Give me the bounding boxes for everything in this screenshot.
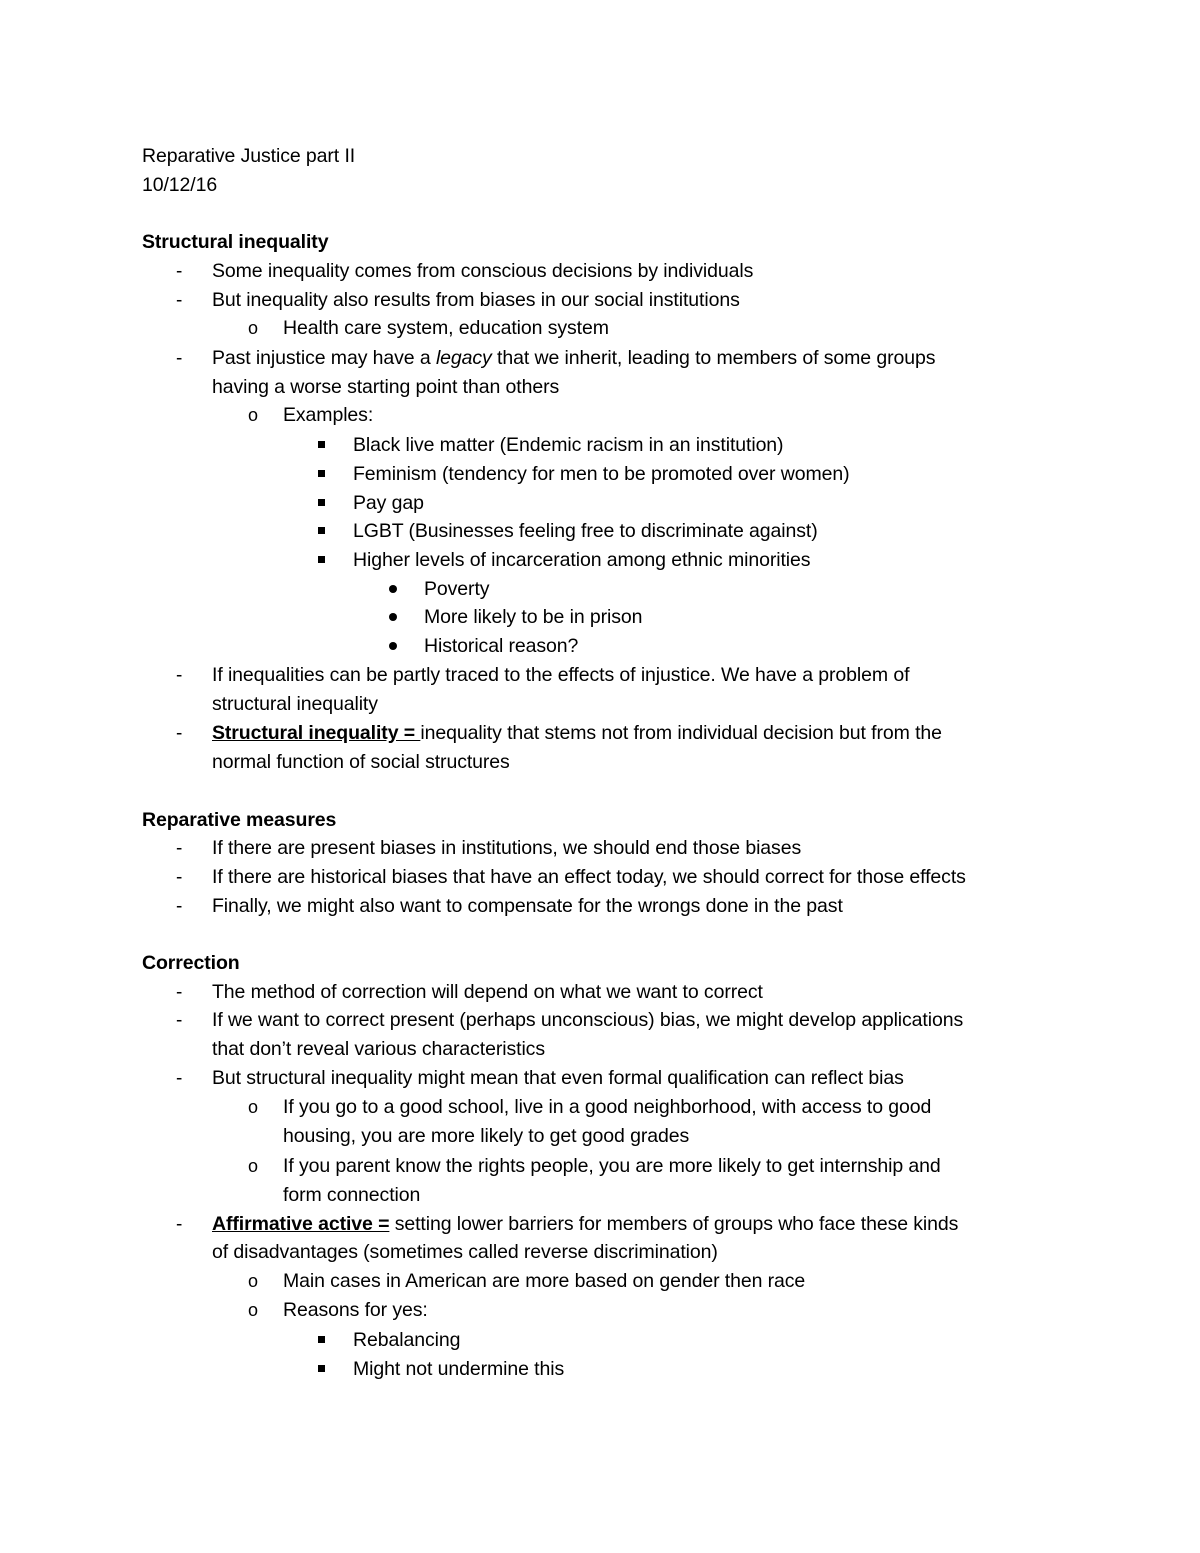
example-item: Pay gap xyxy=(353,492,424,514)
square-bullet-icon xyxy=(318,499,325,506)
sub-list-item: Main cases in American are more based on gender then race xyxy=(283,1270,806,1292)
sub-example-item: More likely to be in prison xyxy=(424,606,643,628)
list-item: If we want to correct present (perhaps unconscious) bias, we might develop applications xyxy=(212,1009,964,1031)
list-item: But structural inequality might mean that even formal qualification can reflect bias xyxy=(212,1067,904,1089)
sub-list-item: Health care system, education system xyxy=(283,317,609,339)
definition-term: Affirmative active = xyxy=(212,1213,390,1235)
round-bullet-icon xyxy=(389,613,397,621)
list-item-continuation: structural inequality xyxy=(212,693,378,715)
example-item: LGBT (Businesses feeling free to discriminate against) xyxy=(353,520,818,542)
definition-text: inequality that stems not from individual decision but from the xyxy=(420,722,942,744)
dash-marker: - xyxy=(176,867,183,888)
list-item-text: that we inherit, leading to members of some groups xyxy=(491,347,936,369)
dash-marker: - xyxy=(176,982,183,1003)
sub-list-item: If you go to a good school, live in a good neighborhood, with access to good xyxy=(283,1096,932,1118)
list-item-continuation: of disadvantages (sometimes called reverse discrimination) xyxy=(212,1241,718,1263)
definition-text: setting lower barriers for members of groups who face these kinds xyxy=(389,1213,959,1235)
square-bullet-icon xyxy=(318,527,325,534)
definition-item xyxy=(212,719,942,748)
dash-marker: - xyxy=(176,665,183,686)
document-title: Reparative Justice part II xyxy=(142,145,356,167)
list-item: But inequality also results from biases in our social institutions xyxy=(212,289,740,311)
section-heading-correction: Correction xyxy=(142,952,240,974)
list-item: The method of correction will depend on what we want to correct xyxy=(212,981,763,1003)
square-bullet-icon xyxy=(318,470,325,477)
square-bullet-icon xyxy=(318,1365,325,1372)
list-item xyxy=(212,344,935,373)
reason-item: Rebalancing xyxy=(353,1329,461,1351)
circle-bullet-marker: o xyxy=(248,1097,259,1117)
round-bullet-icon xyxy=(389,585,397,593)
list-item-continuation: having a worse starting point than others xyxy=(212,376,560,398)
sub-example-item: Historical reason? xyxy=(424,635,579,657)
reason-item: Might not undermine this xyxy=(353,1358,565,1380)
dash-marker: - xyxy=(176,348,183,369)
circle-bullet-marker: o xyxy=(248,405,259,425)
square-bullet-icon xyxy=(318,441,325,448)
list-item: If inequalities can be partly traced to the effects of injustice. We have a problem of xyxy=(212,664,910,686)
circle-bullet-marker: o xyxy=(248,1156,259,1176)
dash-marker: - xyxy=(176,838,183,859)
square-bullet-icon xyxy=(318,556,325,563)
round-bullet-icon xyxy=(389,642,397,650)
circle-bullet-marker: o xyxy=(248,1271,259,1291)
example-item: Feminism (tendency for men to be promoted over women) xyxy=(353,463,850,485)
list-item: Finally, we might also want to compensate for the wrongs done in the past xyxy=(212,895,843,917)
example-item: Black live matter (Endemic racism in an institution) xyxy=(353,434,784,456)
circle-bullet-marker: o xyxy=(248,318,259,338)
dash-marker: - xyxy=(176,896,183,917)
section-heading-structural-inequality: Structural inequality xyxy=(142,231,329,253)
sub-list-item-continuation: form connection xyxy=(283,1184,421,1206)
definition-term: Structural inequality = xyxy=(212,722,421,744)
list-item: If there are historical biases that have an effect today, we should correct for those effects xyxy=(212,866,966,888)
document-date: 10/12/16 xyxy=(142,174,218,196)
definition-item xyxy=(212,1210,958,1239)
dash-marker: - xyxy=(176,723,183,744)
dash-marker: - xyxy=(176,290,183,311)
list-item-continuation: normal function of social structures xyxy=(212,751,510,773)
list-item-text: Past injustice may have a xyxy=(212,347,436,369)
dash-marker: - xyxy=(176,261,183,282)
emphasis-legacy: legacy xyxy=(435,347,492,369)
example-item: Higher levels of incarceration among ethnic minorities xyxy=(353,549,811,571)
square-bullet-icon xyxy=(318,1336,325,1343)
dash-marker: - xyxy=(176,1068,183,1089)
sub-list-item: Reasons for yes: xyxy=(283,1299,428,1321)
sub-list-item-continuation: housing, you are more likely to get good grades xyxy=(283,1125,690,1147)
sub-example-item: Poverty xyxy=(424,578,490,600)
sub-list-item: If you parent know the rights people, you are more likely to get internship and xyxy=(283,1155,941,1177)
circle-bullet-marker: o xyxy=(248,1300,259,1320)
dash-marker: - xyxy=(176,1214,183,1235)
sub-list-item: Examples: xyxy=(283,404,374,426)
list-item: Some inequality comes from conscious decisions by individuals xyxy=(212,260,754,282)
list-item: If there are present biases in institutions, we should end those biases xyxy=(212,837,802,859)
section-heading-reparative-measures: Reparative measures xyxy=(142,809,337,831)
dash-marker: - xyxy=(176,1010,183,1031)
list-item-continuation: that don’t reveal various characteristics xyxy=(212,1038,545,1060)
